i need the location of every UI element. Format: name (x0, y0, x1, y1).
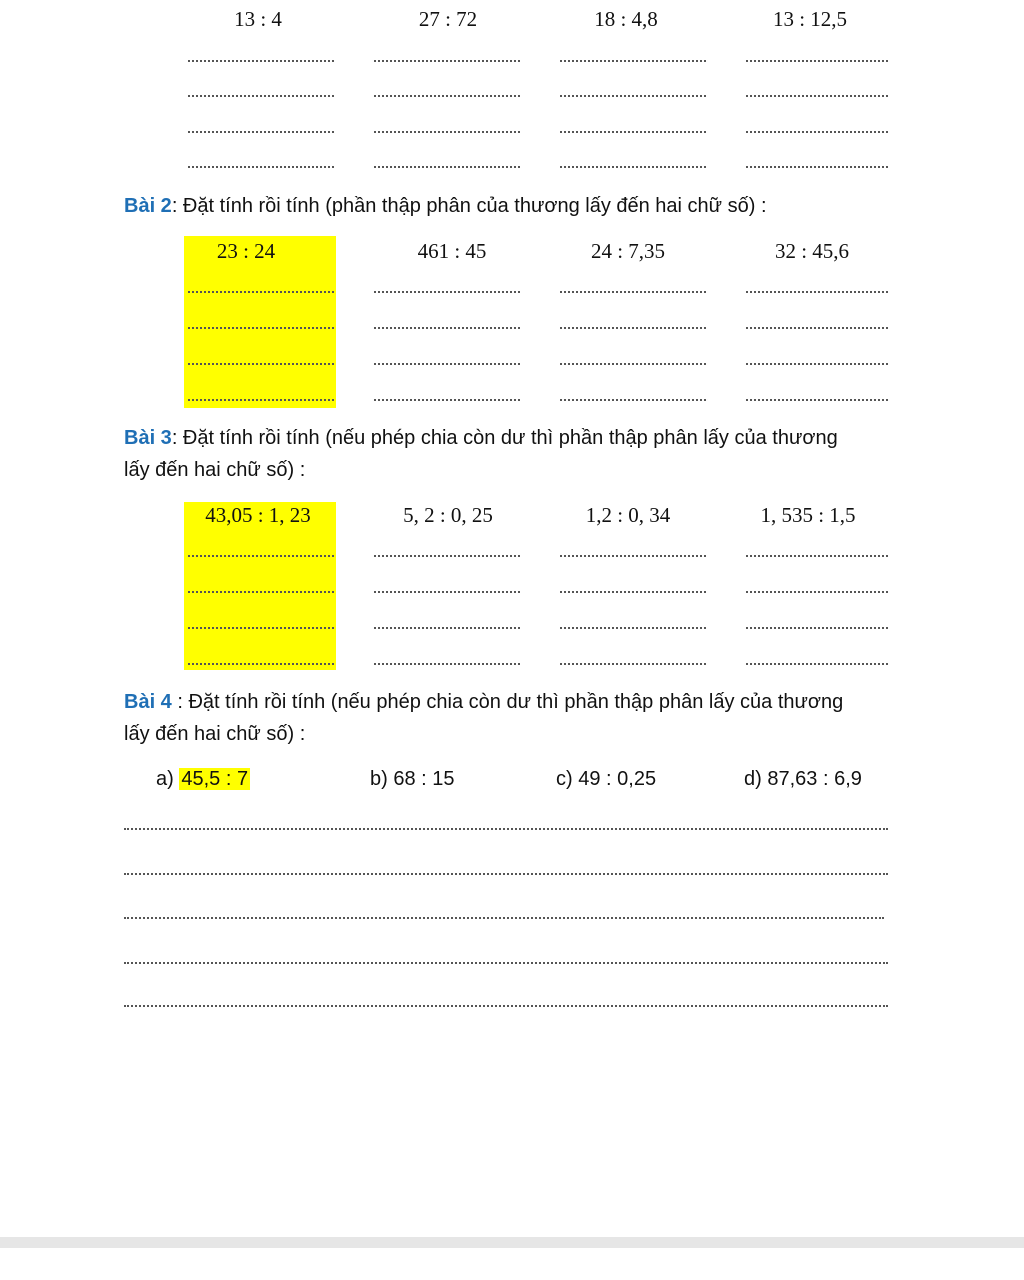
answer-line[interactable] (374, 131, 520, 133)
bai2-expr-4: 32 : 45,6 (774, 239, 850, 263)
bai4-item-b-expr: 68 : 15 (393, 768, 455, 790)
answer-line[interactable] (188, 95, 334, 97)
answer-line[interactable] (560, 363, 706, 365)
answer-line[interactable] (560, 627, 706, 629)
answer-line[interactable] (188, 131, 334, 133)
bai4-item-c-letter: c) (556, 768, 573, 790)
answer-line[interactable] (188, 591, 334, 593)
answer-line[interactable] (188, 555, 334, 557)
bai2-instruction: : Đặt tính rồi tính (phần thập phân của thương lấy đến hai chữ số) : (171, 195, 767, 217)
answer-line[interactable] (746, 291, 888, 293)
bai4-item-d (744, 766, 862, 792)
bai3-instruction: : Đặt tính rồi tính (nếu phép chia còn dư thì phần thập phân lấy của thương lấy đến hai chữ số) : (124, 427, 838, 481)
answer-line[interactable] (746, 555, 888, 557)
answer-line[interactable] (374, 555, 520, 557)
answer-line[interactable] (746, 131, 888, 133)
bai1-expr-2: 27 : 72 (418, 7, 478, 31)
bai4-label: Bài 4 (124, 691, 172, 713)
answer-line-full[interactable] (124, 873, 888, 875)
bai3-expr-1: 43,05 : 1, 23 (205, 503, 311, 527)
answer-line[interactable] (560, 166, 706, 168)
answer-line-full[interactable] (124, 828, 888, 830)
answer-line[interactable] (188, 327, 334, 329)
answer-line[interactable] (188, 627, 334, 629)
answer-line[interactable] (374, 95, 520, 97)
bai2-expr-2: 461 : 45 (417, 239, 487, 263)
answer-line[interactable] (374, 399, 520, 401)
bai4-item-c-expr: 49 : 0,25 (578, 768, 657, 790)
answer-line[interactable] (560, 291, 706, 293)
answer-line-full[interactable] (124, 962, 888, 964)
answer-line[interactable] (560, 327, 706, 329)
bai3-heading (124, 422, 844, 486)
bai1-expr-3: 18 : 4,8 (594, 7, 658, 31)
answer-line[interactable] (746, 399, 888, 401)
answer-line[interactable] (560, 131, 706, 133)
answer-line[interactable] (746, 591, 888, 593)
bai4-item-d-expr: 87,63 : 6,9 (767, 768, 862, 790)
bai4-item-d-letter: d) (744, 768, 762, 790)
bai4-heading (124, 686, 854, 750)
bai4-item-a-expr: 45,5 : 7 (181, 768, 249, 790)
answer-line[interactable] (188, 166, 334, 168)
answer-line[interactable] (560, 555, 706, 557)
bai4-item-b (370, 766, 455, 792)
answer-line[interactable] (746, 663, 888, 665)
answer-line[interactable] (746, 327, 888, 329)
page-bottom-divider (0, 1237, 1024, 1248)
answer-line[interactable] (188, 363, 334, 365)
answer-line[interactable] (746, 95, 888, 97)
answer-line-full[interactable] (124, 917, 884, 919)
bai2-label: Bài 2 (124, 195, 172, 217)
bai2-expr-1: 23 : 24 (216, 239, 276, 263)
answer-line[interactable] (374, 663, 520, 665)
answer-line[interactable] (560, 60, 706, 62)
bai3-label: Bài 3 (124, 427, 172, 449)
bai4-item-a-letter: a) (156, 768, 174, 790)
answer-line-full[interactable] (124, 1005, 888, 1007)
bai1-expr-4: 13 : 12,5 (772, 7, 848, 31)
answer-line[interactable] (188, 291, 334, 293)
answer-line[interactable] (560, 663, 706, 665)
answer-line[interactable] (374, 627, 520, 629)
answer-line[interactable] (374, 60, 520, 62)
bai2-heading (124, 190, 884, 222)
bai1-expr-1: 13 : 4 (234, 7, 282, 31)
answer-line[interactable] (374, 327, 520, 329)
bai3-expr-4: 1, 535 : 1,5 (760, 503, 856, 527)
answer-line[interactable] (746, 627, 888, 629)
answer-line[interactable] (374, 166, 520, 168)
answer-line[interactable] (188, 60, 334, 62)
bai2-expr-3: 24 : 7,35 (590, 239, 666, 263)
answer-line[interactable] (374, 363, 520, 365)
bai3-expr-3: 1,2 : 0, 34 (585, 503, 671, 527)
answer-line[interactable] (188, 399, 334, 401)
answer-line[interactable] (560, 591, 706, 593)
answer-line[interactable] (188, 663, 334, 665)
answer-line[interactable] (560, 399, 706, 401)
bai3-expr-2: 5, 2 : 0, 25 (403, 503, 493, 527)
answer-line[interactable] (746, 166, 888, 168)
bai4-item-b-letter: b) (370, 768, 388, 790)
answer-line[interactable] (746, 60, 888, 62)
bai4-item-a (156, 766, 250, 792)
answer-line[interactable] (560, 95, 706, 97)
bai4-instruction: : Đặt tính rồi tính (nếu phép chia còn dư thì phần thập phân lấy của thương lấy đến hai chữ số) : (124, 691, 844, 745)
bai4-item-c (556, 766, 656, 792)
answer-line[interactable] (374, 291, 520, 293)
answer-line[interactable] (746, 363, 888, 365)
answer-line[interactable] (374, 591, 520, 593)
